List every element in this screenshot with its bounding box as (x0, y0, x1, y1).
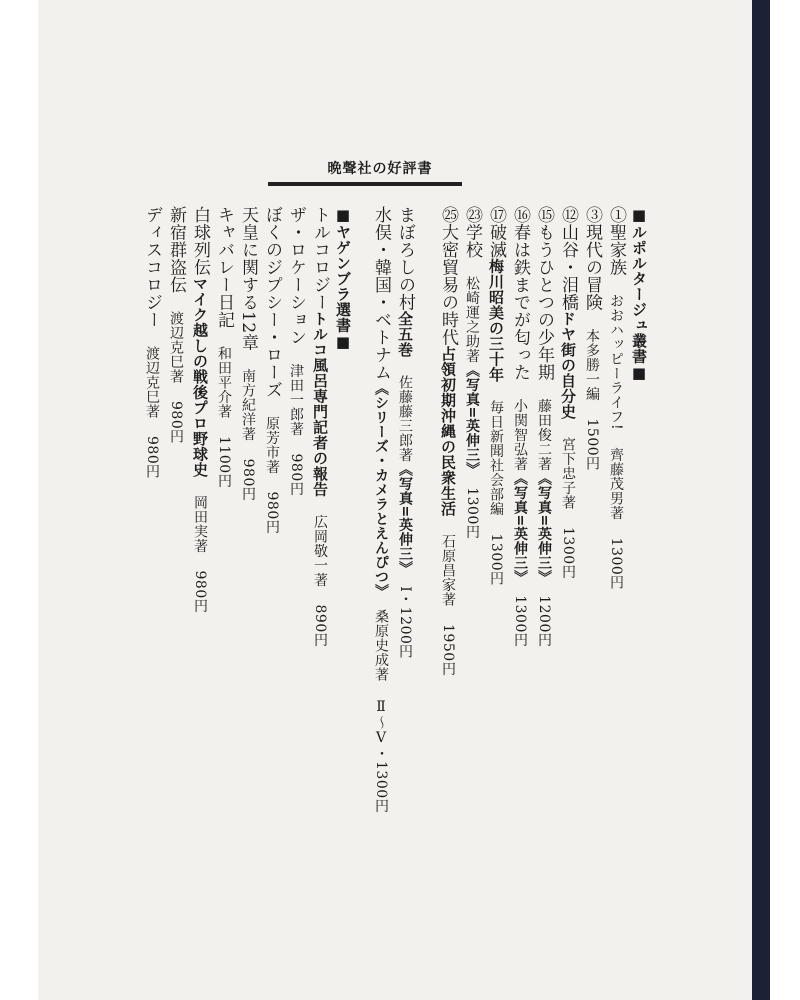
book-author: 藤田俊二著 (536, 398, 552, 471)
book-subtitle: トルコ風呂専門記者の報告 (311, 311, 329, 497)
book-author: 津田一郎著 (288, 363, 304, 436)
book-price: 980円 (192, 570, 208, 614)
book-author: 佐藤藤三郎著 (397, 375, 413, 462)
series-heading-reportage: ■ルポルタージュ叢書■ (630, 206, 648, 383)
book-author: 宮下忠子著 (560, 437, 576, 510)
book-author: 本多勝一編 (584, 328, 600, 401)
book-title: ディスコロジー (142, 206, 162, 329)
list-item (164, 206, 188, 444)
book-author: 南方紀洋著 (240, 368, 256, 442)
title-rule (268, 182, 462, 186)
book-author: 渡辺克巳著 (144, 346, 160, 419)
book-subtitle: おおハッピーライフ! (608, 293, 624, 431)
list-item (308, 206, 332, 647)
list-item (260, 206, 284, 534)
list-item (393, 206, 417, 659)
book-price: 1200円 (536, 595, 552, 648)
book-price: 980円 (264, 491, 280, 535)
book-title: 水俣・韓国・ベトナム (371, 206, 391, 381)
book-title: ⑯春は鉄までが匂った (510, 206, 530, 381)
book-title: 新宿群盗伝 (166, 206, 186, 294)
list-item (369, 206, 393, 813)
book-subtitle: マイク越しの戦後プロ野球史 (191, 276, 209, 478)
book-price: 980円 (144, 436, 160, 479)
book-subtitle: 全五巻 (396, 311, 414, 358)
book-title: ③現代の冒険 (582, 206, 602, 311)
book-title: キャバレー日記 (214, 206, 234, 329)
book-price: 1300円 (608, 537, 624, 590)
book-title: ⑫山谷・泪橋 (558, 206, 578, 311)
book-title: トルコロジー (310, 206, 330, 311)
book-price: 1300円 (488, 533, 504, 586)
book-subtitle: 占領初期沖縄の民衆生活 (439, 346, 457, 517)
list-item (532, 206, 556, 647)
book-title: ⑰破滅 (486, 206, 506, 259)
page-title: 晩聲社の好評書 (327, 161, 433, 177)
book-note: 《写真=英伸三》 (464, 363, 480, 470)
book-note: 《写真=英伸三》 (536, 471, 552, 578)
book-note: 《写真=英伸三》 (397, 462, 413, 569)
list-item (580, 206, 604, 471)
list-item (436, 206, 460, 676)
list-item (212, 206, 236, 488)
book-price: 890円 (312, 604, 328, 648)
list-item (188, 206, 212, 613)
book-author: 齊藤茂男著 (608, 447, 624, 521)
book-price: 1950円 (440, 624, 456, 677)
list-item (460, 206, 484, 539)
book-spine (752, 0, 770, 1000)
list-item (556, 206, 580, 579)
book-title: ⑮もうひとつの少年期 (534, 206, 554, 381)
series-heading-yagenbura: ■ヤゲンブラ選書■ (334, 206, 352, 352)
book-author: 松崎運之助著 (464, 276, 480, 363)
book-title: ㉕大密貿易の時代 (438, 206, 458, 346)
book-price: 980円 (288, 453, 304, 497)
list-item (508, 206, 532, 647)
book-author: 渡辺克巳著 (168, 311, 184, 384)
book-title: 白球列伝 (190, 206, 210, 276)
list-item (604, 206, 628, 590)
book-author: 石原昌家著 (440, 534, 456, 607)
book-price: 1300円 (560, 527, 576, 580)
book-author: 和田平介著 (216, 346, 232, 419)
list-item (140, 206, 164, 479)
book-title: ぼくのジプシー・ローズ (262, 206, 282, 399)
book-price: 980円 (240, 458, 256, 502)
book-note: 《シリーズ・カメラとえんぴつ》 (373, 381, 389, 592)
book-author: 小関智弘著 (512, 398, 528, 471)
book-note: 《写真=英伸三》 (512, 471, 528, 578)
book-price: 1500円 (584, 418, 600, 471)
list-item (284, 206, 308, 496)
book-title: ザ・ロケーション (286, 206, 306, 346)
book-title: ㉓学校 (462, 206, 482, 259)
book-price: 1300円 (512, 595, 528, 648)
book-price: Ⅱ〜Ⅴ・1300円 (373, 699, 389, 814)
book-title: ①聖家族 (606, 206, 626, 276)
book-author: 毎日新聞社会部編 (488, 400, 504, 516)
book-author: 桑原史成著 (373, 609, 389, 682)
list-item (484, 206, 508, 586)
list-item (236, 206, 260, 501)
book-title: 天皇に関する12章 (238, 206, 258, 352)
book-price: 980円 (168, 401, 184, 444)
book-author: 原芳市著 (264, 416, 280, 474)
book-author: 岡田実著 (192, 495, 208, 553)
book-price: 1100円 (216, 436, 232, 489)
book-subtitle: ドヤ街の自分史 (559, 311, 577, 420)
book-price: 1300円 (464, 487, 480, 540)
book-price: I・1200円 (397, 586, 413, 659)
book-subtitle: 梅川昭美の三十年 (487, 258, 505, 383)
book-title: まぼろしの村 (395, 206, 415, 311)
book-author: 広岡敬一著 (312, 514, 328, 587)
